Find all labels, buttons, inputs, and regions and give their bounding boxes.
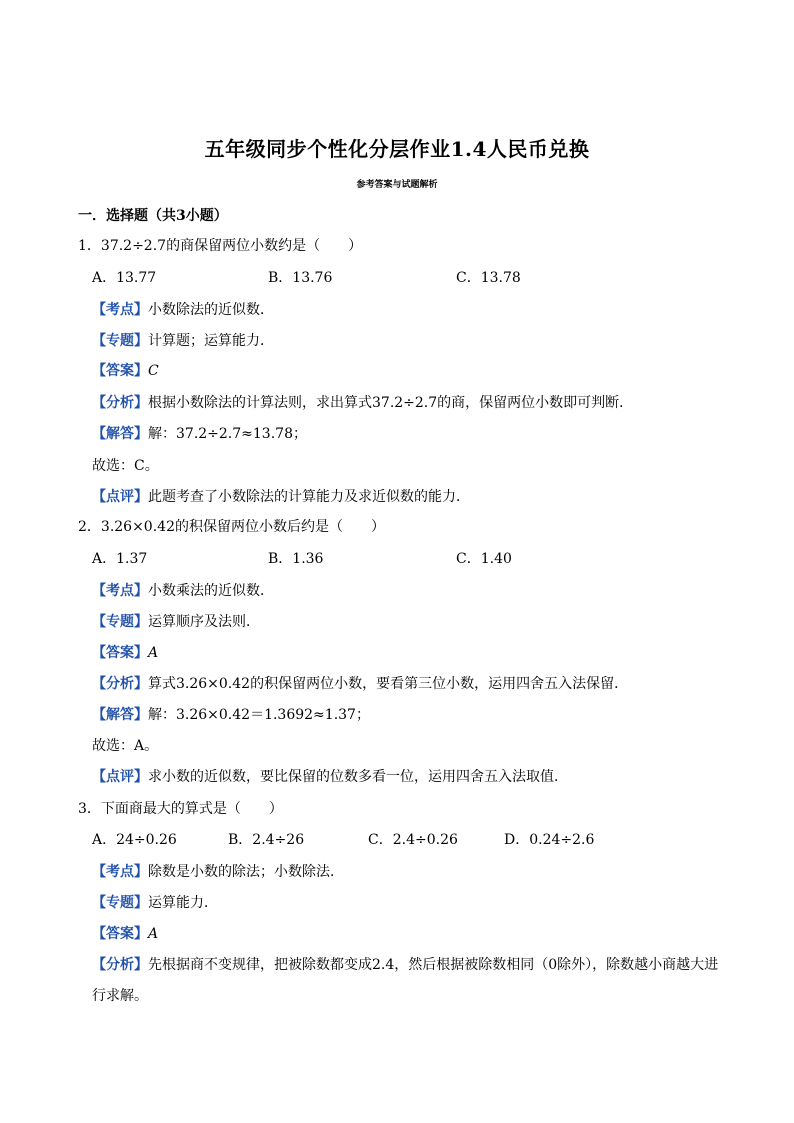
daan-tag: 【答案】 <box>92 363 148 379</box>
q2-fenxi <box>92 673 628 693</box>
fenxi-text: 算式3.26×0.42的积保留两位小数，要看第三位小数，运用四舍五入法保留． <box>148 676 629 692</box>
option-a: A．24÷0.26 <box>92 832 177 848</box>
q3-fenxi-cont: 行求解。 <box>92 988 148 1004</box>
q2-zhuanti <box>92 611 260 631</box>
page-subtitle: 参考答案与试题解析 <box>356 180 438 190</box>
dianping-tag: 【点评】 <box>92 769 148 785</box>
q1-zhuanti <box>92 330 274 350</box>
q1-kaodian <box>92 299 274 319</box>
fenxi-tag: 【分析】 <box>92 676 148 692</box>
q2-jieda <box>92 704 370 724</box>
fenxi-tag: 【分析】 <box>92 957 148 973</box>
zhuanti-tag: 【专题】 <box>92 614 148 630</box>
q3-zhuanti <box>92 892 218 912</box>
daan-tag: 【答案】 <box>92 645 148 661</box>
option-c: C．2.4÷0.26 <box>368 832 458 848</box>
option-b: B．2.4÷26 <box>228 832 305 848</box>
q1-dianping <box>92 486 470 506</box>
jieda-text: 解：37.2÷2.7≈13.78； <box>148 426 307 442</box>
zhuanti-text: 运算能力． <box>148 895 218 911</box>
daan-text: C <box>148 363 159 379</box>
q1-guxuan: 故选：C。 <box>92 458 159 474</box>
daan-text: A <box>148 926 159 942</box>
q3-daan <box>92 923 158 943</box>
zhuanti-text: 运算顺序及法则． <box>148 614 260 630</box>
jieda-tag: 【解答】 <box>92 707 148 723</box>
zhuanti-tag: 【专题】 <box>92 895 148 911</box>
kaodian-text: 小数除法的近似数． <box>148 302 274 318</box>
jieda-tag: 【解答】 <box>92 426 148 442</box>
q1-fenxi <box>92 392 633 412</box>
q1-daan <box>92 360 159 380</box>
option-b: B．13.76 <box>268 270 333 286</box>
daan-text: A <box>148 645 159 661</box>
jieda-text: 解：3.26×0.42＝1.3692≈1.37； <box>148 707 370 723</box>
question-1-stem: 1．37.2÷2.7的商保留两位小数约是（ ） <box>78 238 363 254</box>
dianping-text: 此题考查了小数除法的计算能力及求近似数的能力． <box>148 489 470 505</box>
kaodian-tag: 【考点】 <box>92 302 148 318</box>
kaodian-text: 除数是小数的除法；小数除法． <box>148 864 344 880</box>
option-c: C．13.78 <box>456 270 521 286</box>
q2-kaodian <box>92 580 274 600</box>
section-heading: 一．选择题（共3小题） <box>78 208 228 224</box>
option-a: A．13.77 <box>92 270 157 286</box>
q2-guxuan: 故选：A。 <box>92 738 159 754</box>
page-title: 五年级同步个性化分层作业1.4人民币兑换 <box>204 137 590 161</box>
daan-tag: 【答案】 <box>92 926 148 942</box>
q3-kaodian <box>92 861 344 881</box>
fenxi-tag: 【分析】 <box>92 395 148 411</box>
question-3-stem: 3．下面商最大的算式是（ ） <box>78 801 283 817</box>
kaodian-tag: 【考点】 <box>92 583 148 599</box>
dianping-text: 求小数的近似数，要比保留的位数多看一位，运用四舍五入法取值． <box>148 769 568 785</box>
option-a: A．1.37 <box>92 551 148 567</box>
kaodian-tag: 【考点】 <box>92 864 148 880</box>
option-d: D．0.24÷2.6 <box>504 832 595 848</box>
zhuanti-text: 计算题；运算能力． <box>148 333 274 349</box>
option-b: B．1.36 <box>268 551 324 567</box>
question-2-stem: 2．3.26×0.42的积保留两位小数后约是（ ） <box>78 519 385 535</box>
dianping-tag: 【点评】 <box>92 489 148 505</box>
kaodian-text: 小数乘法的近似数． <box>148 583 274 599</box>
fenxi-text: 先根据商不变规律，把被除数都变成2.4，然后根据被除数相同（0除外），除数越小商越大进 <box>148 957 719 973</box>
option-c: C．1.40 <box>456 551 512 567</box>
q3-fenxi <box>92 954 718 974</box>
q2-daan <box>92 642 158 662</box>
zhuanti-tag: 【专题】 <box>92 333 148 349</box>
q1-jieda <box>92 423 307 443</box>
fenxi-text: 根据小数除法的计算法则，求出算式37.2÷2.7的商，保留两位小数即可判断． <box>148 395 634 411</box>
q2-dianping <box>92 766 568 786</box>
